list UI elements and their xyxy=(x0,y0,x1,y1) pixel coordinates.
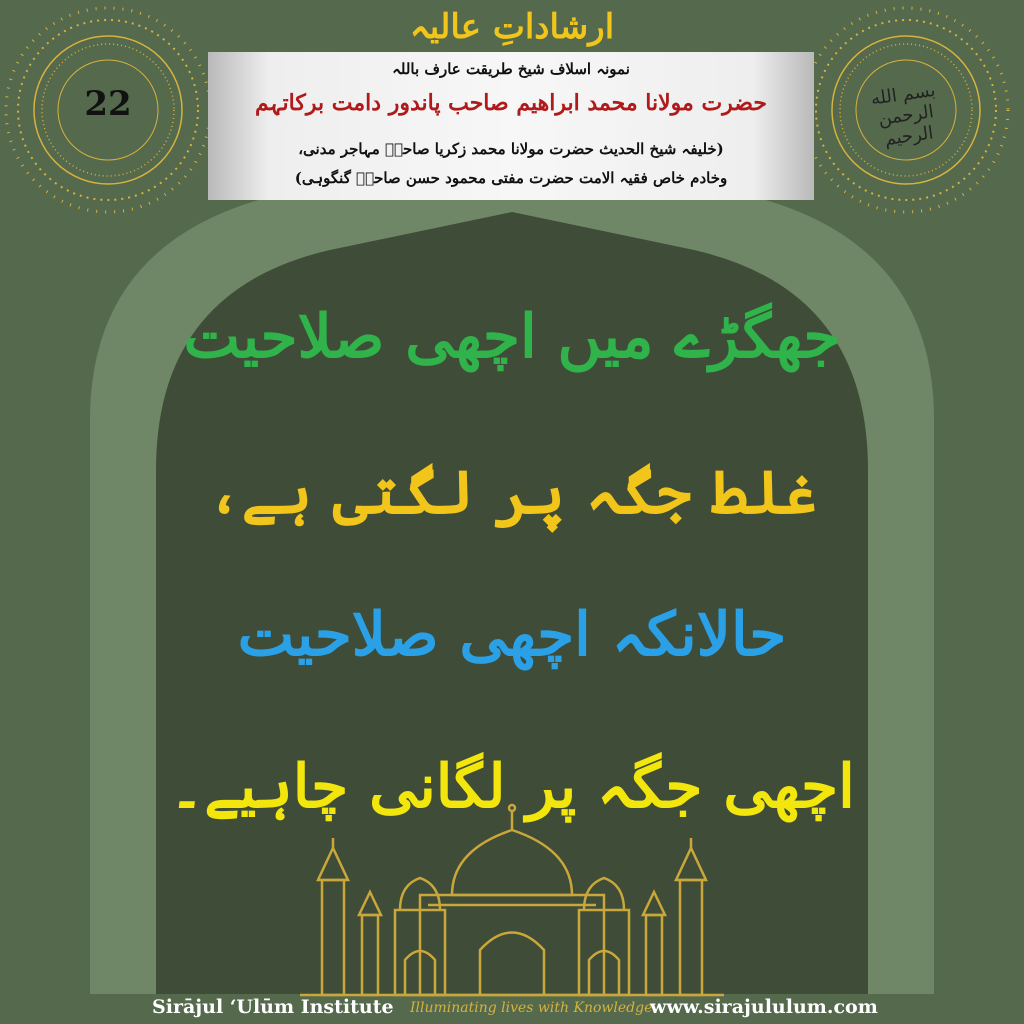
tagline: Illuminating lives with Knowledge xyxy=(410,1000,653,1016)
page-title: ارشاداتِ عالیہ xyxy=(409,7,615,47)
footer xyxy=(0,994,1024,1024)
bismillah-calligraphy: بسم الله الرحمن الرحيم xyxy=(869,79,937,151)
quote-line-1: جھگڑے میں اچھی صلاحیت xyxy=(183,302,841,372)
post-number: 22 xyxy=(84,84,132,124)
institute-name: Sirājul ʻUlūm Institute xyxy=(152,996,394,1018)
banner-line-3: (خلیفہ شیخ الحدیث حضرت مولانا محمد زکریا صاحبؒ مہاجر مدنی، xyxy=(298,140,724,158)
banner-line-4: وخادم خاص فقیہ الامت حضرت مفتی محمود حسن صاحبؒ گنگوہی) xyxy=(294,169,728,187)
author-banner xyxy=(208,52,814,200)
banner-line-1: نمونہ اسلاف شیخ طریقت عارف باللہ xyxy=(392,60,630,78)
quote-line-3: حالانکہ اچھی صلاحیت xyxy=(237,600,787,670)
quote-line-4: اچھی جگہ پر لگانی چاہیے۔ xyxy=(169,752,855,822)
banner-author-name: حضرت مولانا محمد ابراھیم صاحب پاندور دامت برکاتہم xyxy=(254,90,767,116)
quote-line-2: غلط جگہ پر لگتی ہے، xyxy=(206,458,818,528)
website-link[interactable]: www.sirajululum.com xyxy=(650,996,878,1018)
